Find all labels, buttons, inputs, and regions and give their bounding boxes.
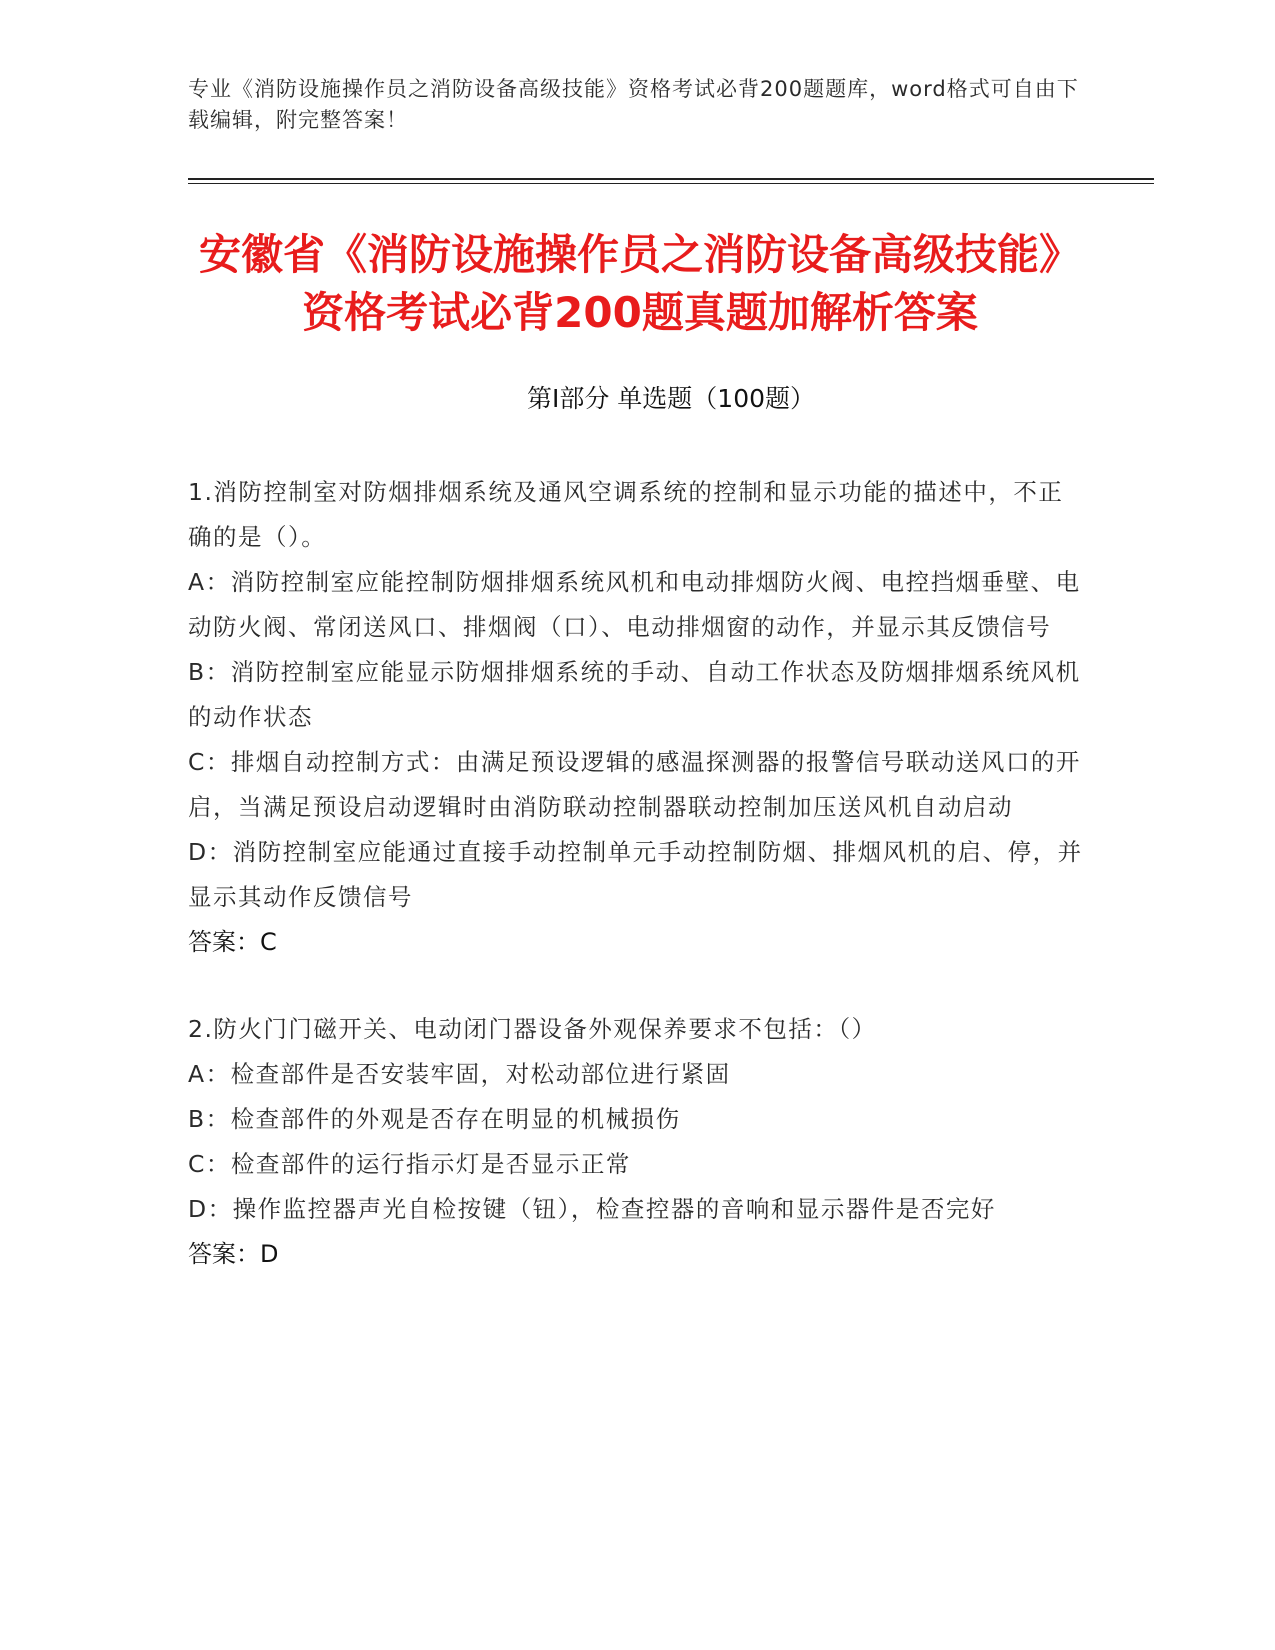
option-c: C：排烟自动控制方式：由满足预设逻辑的感温探测器的报警信号联动送风口的开启，当满足预设启动逻辑时由消防联动控制器联动控制加压送风机自动启动 (188, 748, 1081, 821)
option-d: D：操作监控器声光自检按键（钮），检查控器的音响和显示器件是否完好 (188, 1195, 996, 1223)
answer: 答案：D (188, 1240, 279, 1268)
option-b: B：检查部件的外观是否存在明显的机械损伤 (188, 1105, 681, 1133)
header-divider (188, 178, 1154, 180)
document-title: 安徽省《消防设施操作员之消防设备高级技能》资格考试必背200题真题加解析答案 (198, 230, 1081, 337)
question-list (188, 470, 1088, 1319)
question-1 (188, 470, 1088, 965)
section-heading: 第Ⅰ部分 单选题（100题） (526, 384, 816, 413)
answer: 答案：C (188, 928, 277, 956)
header-note: 专业《消防设施操作员之消防设备高级技能》资格考试必背200题题库，word格式可自由下载编辑，附完整答案！ (188, 77, 1079, 132)
option-b: B：消防控制室应能显示防烟排烟系统的手动、自动工作状态及防烟排烟系统风机的动作状态 (188, 658, 1081, 731)
question-stem: 1.消防控制室对防烟排烟系统及通风空调系统的控制和显示功能的描述中，不正确的是（）。 (188, 478, 1064, 551)
option-d: D：消防控制室应能通过直接手动控制单元手动控制防烟、排烟风机的启、停，并显示其动作反馈信号 (188, 838, 1083, 911)
question-stem: 2.防火门门磁开关、电动闭门器设备外观保养要求不包括：（） (188, 1015, 877, 1043)
header-divider-thin (188, 183, 1154, 184)
option-a: A：检查部件是否安装牢固，对松动部位进行紧固 (188, 1060, 731, 1088)
option-a: A：消防控制室应能控制防烟排烟系统风机和电动排烟防火阀、电控挡烟垂壁、电动防火阀、常闭送风口、排烟阀（口）、电动排烟窗的动作，并显示其反馈信号 (188, 568, 1081, 641)
question-2 (188, 1007, 1088, 1277)
option-c: C：检查部件的运行指示灯是否显示正常 (188, 1150, 631, 1178)
